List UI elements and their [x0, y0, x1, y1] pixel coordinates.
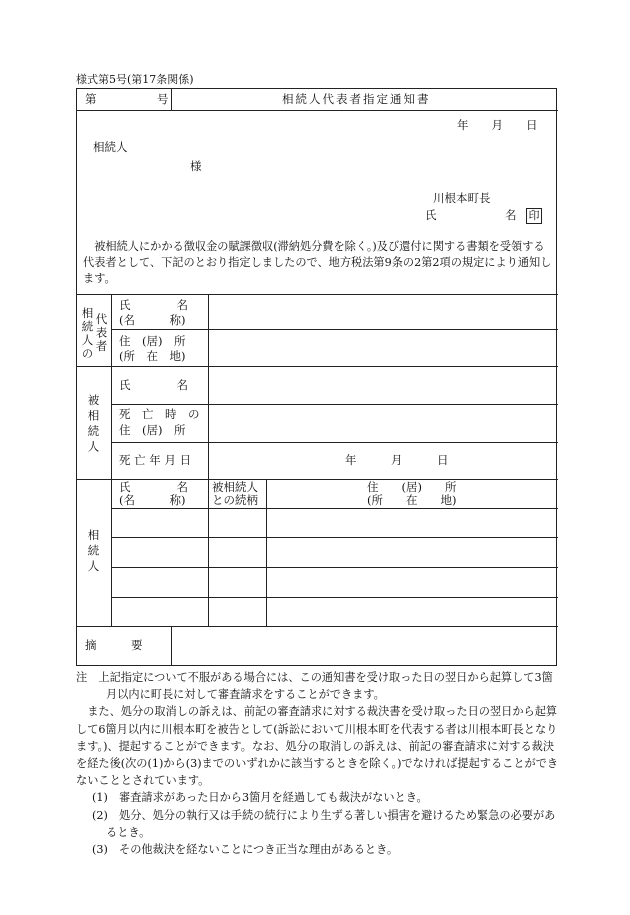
heirs-col-address-1: 住 (居) 所 [367, 480, 457, 494]
form-label: 様式第5号(第17条関係) [76, 73, 194, 86]
representative-label-outer: 相続人の [80, 307, 95, 361]
deceased-name-label: 氏 名 [119, 378, 188, 392]
number-label-right: 号 [157, 92, 169, 106]
heirs-col-relation-1: 被相続人 [212, 480, 258, 494]
heirs-col-name-2: (名 称) [119, 493, 186, 507]
representative-label-inner: 代表者 [94, 313, 109, 354]
issuer-title: 川根本町長 [433, 191, 491, 205]
note-item-3: (3) その他裁決を経ないことにつき正当な理由があるとき。 [92, 843, 399, 857]
note-item-1: (1) 審査請求があった日から3箇月を経過しても裁決がないとき。 [92, 791, 428, 805]
heirs-col-name-1: 氏 名 [119, 480, 188, 494]
notes-section [76, 669, 560, 858]
death-date-label: 死 亡 年 月 日 [119, 453, 192, 467]
rep-address-label-1: 住 (居) 所 [119, 334, 186, 348]
heirs-col-relation-2: との続柄 [212, 493, 258, 507]
issuer-name-right: 名 [505, 208, 517, 222]
notice-form [76, 88, 557, 666]
summary-label: 摘 要 [85, 638, 143, 652]
heirs-col-address-2: (所 在 地) [367, 493, 457, 507]
death-date-value: 年 月 日 [345, 453, 449, 467]
number-label-left: 第 [85, 92, 97, 106]
rep-name-label-1: 氏 名 [119, 298, 188, 312]
note-paragraph-1: 注 上記指定について不服がある場合には、この通知書を受け取った日の翌日から起算して3箇月以内に町長に対して審査請求をすることができます。 [76, 671, 553, 702]
note-paragraph-2: また、処分の取消しの訴えは、前記の審査請求に対する裁決書を受け取った日の翌日から起算して6箇月以内に川根本町を被告として(訴訟において川根本町を代表する者は川根本町長となります。)、提起することができます。なお、処分の取消しの訴えは、前記の審査請求に対する裁決を経た後(次の(1)から(3)までのいずれかに該当するときを除く。)でなければ提起することができないこととされています。 [76, 705, 559, 788]
form-title: 相続人代表者指定通知書 [282, 92, 431, 106]
addressee-label: 相続人 [93, 140, 128, 154]
rep-address-label-2: (所 在 地) [119, 349, 186, 363]
rep-name-label-2: (名 称) [119, 313, 186, 327]
sama-label: 様 [190, 159, 202, 173]
notice-body-text: 被相続人にかかる徴収金の賦課徴収(滞納処分費を除く。)及び還付に関する書類を受領する代表者として、下記のとおり指定しましたので、地方税法第9条の2第2項の規定により通知します。 [83, 240, 552, 285]
note-item-2: (2) 処分、処分の執行又は手続の続行により生ずる著しい損害を避けるため緊急の必要があるとき。 [92, 808, 556, 839]
heirs-label: 相続人 [86, 529, 101, 576]
deceased-label: 被相続人 [86, 394, 101, 456]
seal-mark: 印 [526, 208, 542, 224]
deceased-address-label-2: 住 (居) 所 [119, 423, 186, 437]
notice-date: 年 月 日 [457, 118, 538, 132]
issuer-name-left: 氏 [425, 208, 437, 222]
deceased-address-label-1: 死 亡 時 の [119, 407, 200, 421]
